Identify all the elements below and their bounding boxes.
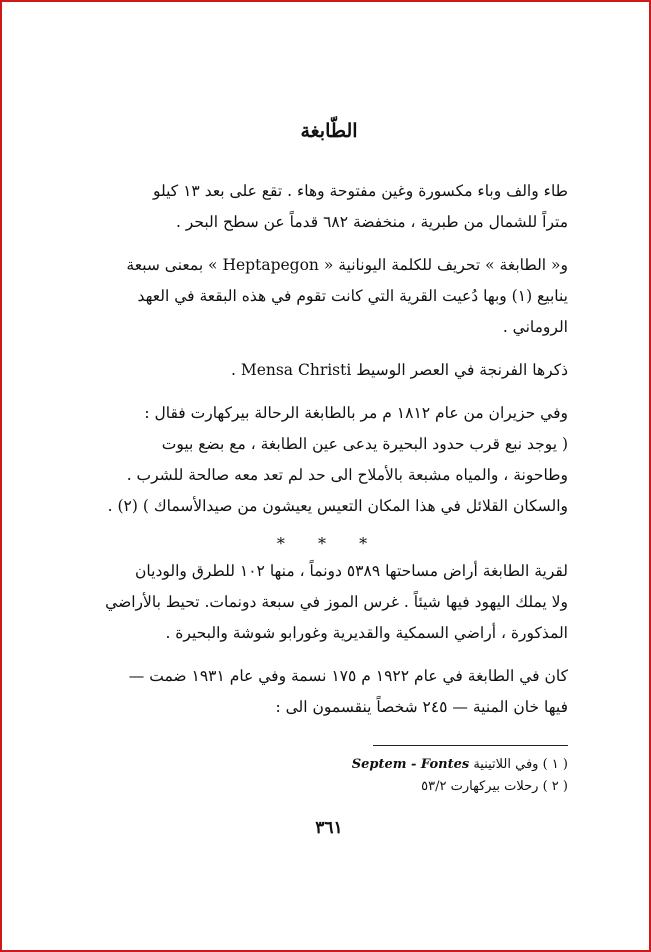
footnote-latin: Septem - Fontes: [351, 757, 470, 772]
page-title: الطّابغة: [300, 120, 358, 142]
paragraph-6: [90, 661, 568, 723]
text-line: ذكرها الفرنجة في العصر الوسيط Mensa Christi .: [230, 361, 568, 379]
paragraph-3: [90, 355, 568, 386]
text-line: وفي حزيران من عام ١٨١٢ م مر بالطابغة الرحالة بيركهارت فقال :: [144, 404, 568, 422]
text-line: فيها خان المنية — ٢٤٥ شخصاً ينقسمون الى :: [275, 698, 568, 716]
text-line: كان في الطابغة في عام ١٩٢٢ م ١٧٥ نسمة وفي عام ١٩٣١ ضمت —: [128, 667, 568, 685]
paragraph-4: [90, 398, 568, 522]
page-number: ٣٦١: [315, 818, 343, 838]
text-line: المذكورة ، أراضي السمكية والقديرية وغورابو شوشة والبحيرة .: [165, 624, 568, 642]
text-line: والسكان القلائل في هذا المكان التعيس يعيشون من صيدالأسماك ) (٢) .: [107, 497, 568, 515]
text-line: لقرية الطابغة أراض مساحتها ٥٣٨٩ دونماً ، منها ١٠٢ للطرق والوديان: [135, 562, 568, 580]
text-line: الروماني .: [502, 318, 568, 336]
text-line: طاء والف وباء مكسورة وغين مفتوحة وهاء . تقع على بعد ١٣ كيلو: [152, 182, 568, 200]
footnote-marker: ( ١ ) وفي اللاتينية: [473, 757, 568, 772]
text-line: ولا يملك اليهود فيها شيئاً . غرس الموز في سبعة دونمات. تحيط بالأراضي: [105, 593, 568, 611]
footnote-marker: ( ٢ ) رحلات بيركهارت ٥٣/٢: [421, 779, 568, 794]
paragraph-2: [90, 250, 568, 343]
paragraph-5: [90, 556, 568, 649]
text-line: ( يوجد نبع قرب حدود البحيرة يدعى عين الطابغة ، مع بضع بيوت: [161, 435, 568, 453]
text-line: متراً للشمال من طبرية ، منخفضة ٦٨٢ قدماً عن سطح البحر .: [175, 213, 568, 231]
text-line: و« الطابغة » تحريف للكلمة اليونانية « Heptapegon » بمعنى سبعة: [126, 256, 568, 274]
footnote-divider: [373, 745, 568, 746]
paragraph-1: [90, 176, 568, 238]
footnote-1: [90, 754, 568, 776]
text-line: ينابيع (١) وبها دُعيت القرية التي كانت تقوم في هذه البقعة في العهد: [137, 287, 568, 305]
text-line: وطاحونة ، والمياه مشبعة بالأملاح الى حد لم تعد معه صالحة للشرب .: [126, 466, 568, 484]
section-separator: * * *: [276, 534, 382, 553]
footnote-2: [90, 776, 568, 798]
page-content: [90, 120, 568, 838]
